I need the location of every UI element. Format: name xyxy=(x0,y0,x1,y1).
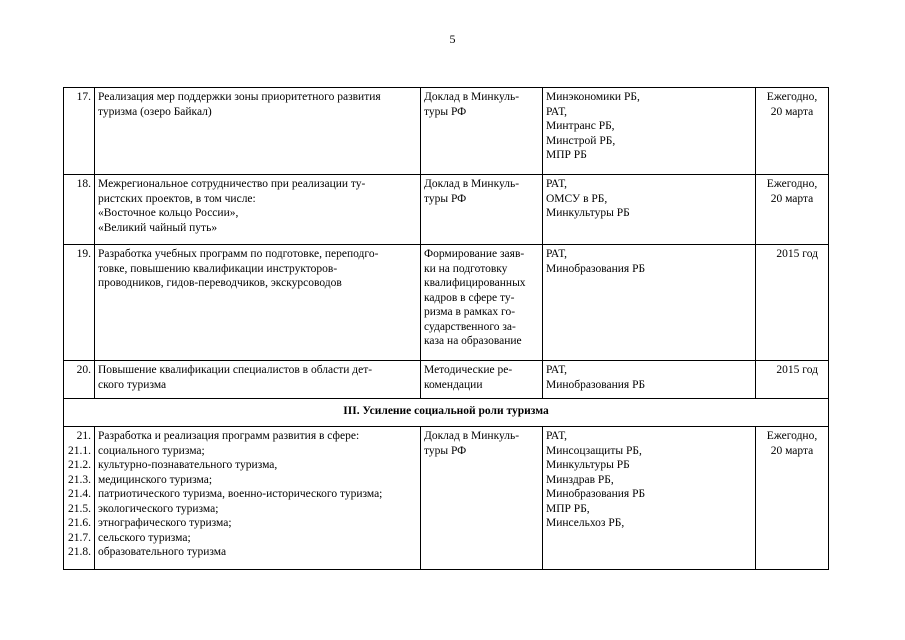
measure-text-line: «Восточное кольцо России», xyxy=(98,207,239,219)
executors-cell xyxy=(543,175,756,245)
deadline-line: 20 марта xyxy=(770,444,814,457)
executor-line: МПР РБ, xyxy=(546,502,590,515)
measure-text-line: образовательного туризма xyxy=(98,546,227,558)
table-row xyxy=(64,245,829,361)
form-text-line: ризма в рамках го- xyxy=(424,306,516,318)
completion-form-cell xyxy=(421,175,543,245)
measure-text-line: Межрегиональное сотрудничество при реализации ту- xyxy=(98,178,366,190)
form-text-line: туры РФ xyxy=(424,105,467,118)
form-text-line: ки на подготовку xyxy=(424,262,508,275)
deadline-cell xyxy=(756,361,829,399)
executor-line: Минтранс РБ, xyxy=(546,120,615,132)
item-number: 20. xyxy=(76,364,91,376)
deadline-cell xyxy=(756,245,829,361)
executor-line: РАТ, xyxy=(546,178,567,190)
deadline-line: 2015 год xyxy=(776,364,818,376)
item-number: 21.5. xyxy=(68,502,91,515)
completion-form-cell xyxy=(421,427,543,570)
measure-text-line: ского туризма xyxy=(98,378,167,391)
item-number: 21. xyxy=(76,430,91,442)
page-number: 5 xyxy=(449,32,456,46)
form-text-line: комендации xyxy=(424,378,483,391)
executor-line: РАТ, xyxy=(546,430,567,442)
executor-line: ОМСУ в РБ, xyxy=(546,192,608,205)
item-number-cell xyxy=(64,88,95,175)
deadline-line: 2015 год xyxy=(776,248,818,260)
executor-line: Минобразования РБ xyxy=(546,488,646,500)
form-text-line: туры РФ xyxy=(424,192,467,205)
executor-line: Минобразования РБ xyxy=(546,262,646,275)
item-number: 17. xyxy=(76,91,91,103)
measure-text-line: ристских проектов, в том числе: xyxy=(98,192,256,205)
executor-line: РАТ, xyxy=(546,248,567,260)
completion-form-cell xyxy=(421,88,543,175)
measure-name-cell xyxy=(95,361,421,399)
measure-text-line: медицинского туризма; xyxy=(98,473,213,486)
executor-line: Минкультуры РБ xyxy=(546,207,630,219)
deadline-cell xyxy=(756,88,829,175)
item-number-cell xyxy=(64,245,95,361)
form-text-line: Доклад в Минкуль- xyxy=(424,91,520,103)
executors-cell xyxy=(543,245,756,361)
measure-name-cell xyxy=(95,245,421,361)
deadline-line: 20 марта xyxy=(770,105,814,118)
executor-line: Минсоцзащиты РБ, xyxy=(546,444,642,457)
executor-line: Минстрой РБ, xyxy=(546,134,616,147)
executor-line: РАТ, xyxy=(546,364,567,376)
measure-name-cell xyxy=(95,175,421,245)
form-text-line: Доклад в Минкуль- xyxy=(424,178,520,190)
form-text-line: Формирование заяв- xyxy=(424,248,525,260)
table-row xyxy=(64,427,829,570)
measure-text-line: товке, повышению квалификации инструкторов- xyxy=(98,262,338,275)
measure-text-line: социального туризма; xyxy=(98,444,205,457)
measure-text-line: сельского туризма; xyxy=(98,531,191,544)
section-heading-row xyxy=(64,399,829,427)
deadline-line: Ежегодно, xyxy=(766,430,818,442)
completion-form-cell xyxy=(421,245,543,361)
form-text-line: кадров в сфере ту- xyxy=(424,291,515,304)
table-row xyxy=(64,361,829,399)
executor-line: РАТ, xyxy=(546,105,567,118)
completion-form-cell xyxy=(421,361,543,399)
deadline-line: 20 марта xyxy=(770,192,814,205)
measure-text-line: «Великий чайный путь» xyxy=(98,221,218,234)
executors-cell xyxy=(543,88,756,175)
form-text-line: каза на образование xyxy=(424,335,522,347)
measure-text-line: Повышение квалификации специалистов в области дет- xyxy=(98,364,373,376)
deadline-line: Ежегодно, xyxy=(766,91,818,103)
measure-text-line: Разработка учебных программ по подготовке, переподго- xyxy=(98,248,379,260)
table-row xyxy=(64,88,829,175)
executors-cell xyxy=(543,427,756,570)
item-number: 19. xyxy=(76,248,91,260)
measure-text-line: этнографического туризма; xyxy=(98,517,232,529)
item-number: 21.4. xyxy=(68,488,91,500)
deadline-cell xyxy=(756,427,829,570)
executor-line: МПР РБ xyxy=(546,149,587,161)
executor-line: Минздрав РБ, xyxy=(546,473,614,486)
deadline-line: Ежегодно, xyxy=(766,178,818,190)
executor-line: Минобразования РБ xyxy=(546,378,646,391)
form-text-line: сударственного за- xyxy=(424,320,516,333)
item-number: 21.7. xyxy=(68,531,91,544)
measure-name-cell xyxy=(95,88,421,175)
item-number: 21.3. xyxy=(68,473,91,486)
item-number: 21.6. xyxy=(68,517,91,529)
item-number: 21.1. xyxy=(68,444,91,457)
deadline-cell xyxy=(756,175,829,245)
item-number: 21.8. xyxy=(68,546,91,558)
measure-text-line: культурно-познавательного туризма, xyxy=(98,459,278,471)
table-row xyxy=(64,175,829,245)
form-text-line: Методические ре- xyxy=(424,364,513,376)
item-number-cell xyxy=(64,361,95,399)
item-number: 18. xyxy=(76,178,91,190)
measure-text-line: Разработка и реализация программ развития в сфере: xyxy=(98,430,360,442)
measure-text-line: проводников, гидов-переводчиков, экскурсоводов xyxy=(98,277,342,289)
action-plan-table xyxy=(63,87,829,570)
item-number-cell xyxy=(64,175,95,245)
form-text-line: Доклад в Минкуль- xyxy=(424,430,520,442)
measure-name-cell xyxy=(95,427,421,570)
measure-text-line: патриотического туризма, военно-исторического туризма; xyxy=(98,488,383,500)
form-text-line: квалифицированных xyxy=(424,277,526,289)
executor-line: Минсельхоз РБ, xyxy=(546,517,625,529)
measure-text-line: Реализация мер поддержки зоны приоритетного развития xyxy=(98,91,381,103)
form-text-line: туры РФ xyxy=(424,444,467,457)
measure-text-line: туризма (озеро Байкал) xyxy=(98,105,212,118)
executor-line: Минэкономики РБ, xyxy=(546,91,640,103)
executor-line: Минкультуры РБ xyxy=(546,459,630,471)
item-number: 21.2. xyxy=(68,459,91,471)
item-number-cell xyxy=(64,427,95,570)
measure-text-line: экологического туризма; xyxy=(98,502,219,515)
section-title: III. Усиление социальной роли туризма xyxy=(64,399,829,427)
executors-cell xyxy=(543,361,756,399)
